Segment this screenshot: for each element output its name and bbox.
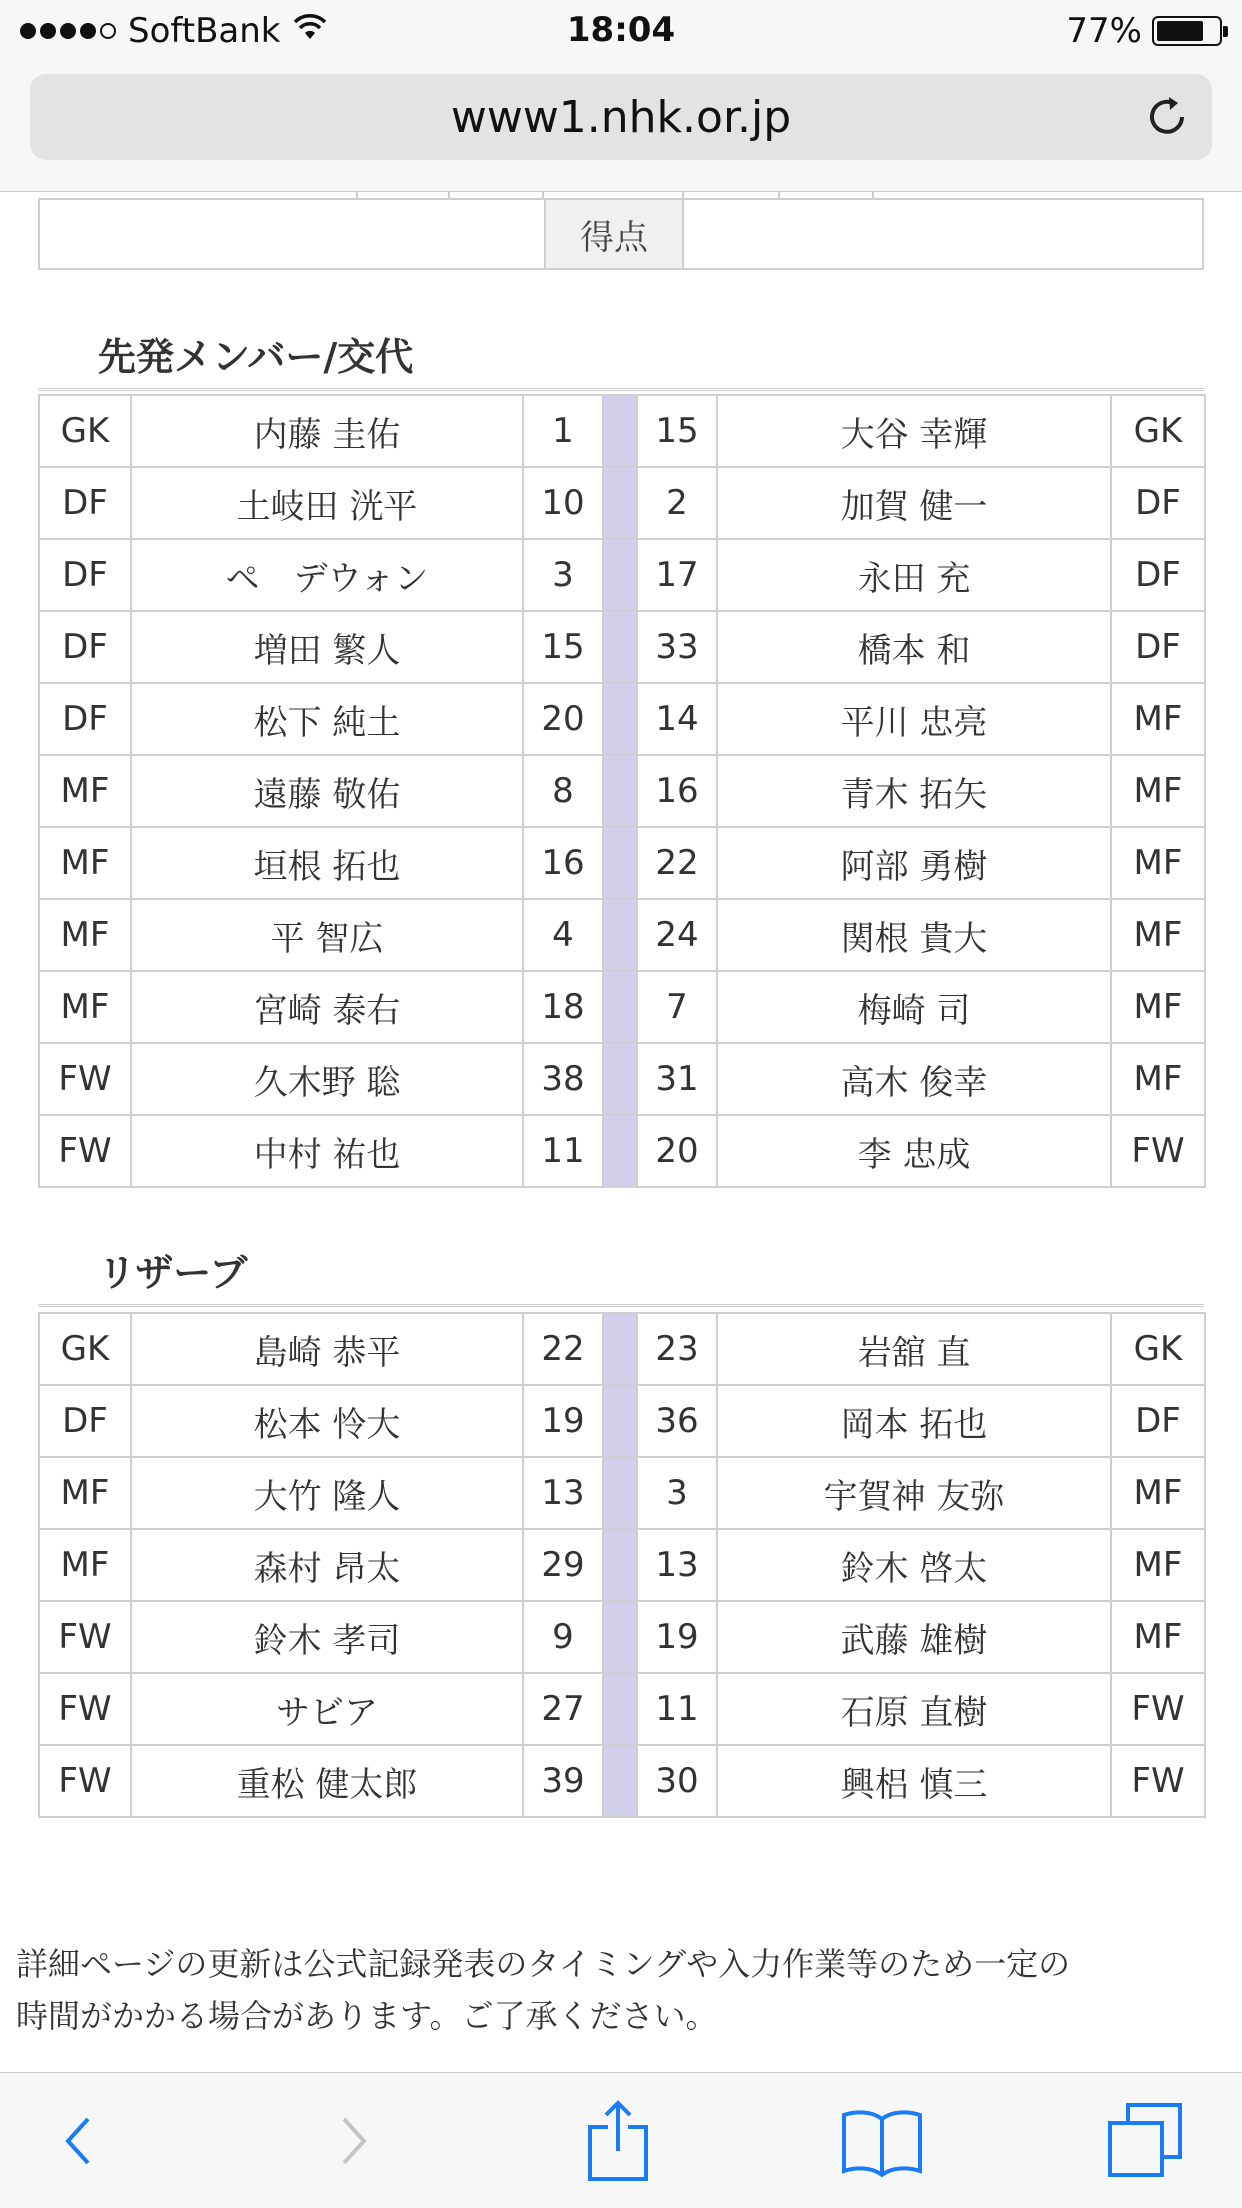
- shirt-number-left: 15: [523, 611, 603, 683]
- table-row: [39, 1529, 1205, 1601]
- team-divider: [603, 1673, 637, 1745]
- shirt-number-left: 9: [523, 1601, 603, 1673]
- table-row: [39, 1673, 1205, 1745]
- team-divider: [603, 1601, 637, 1673]
- shirt-number-right: 11: [637, 1673, 717, 1745]
- player-name-right: 李 忠成: [717, 1115, 1111, 1187]
- player-name-left: 宮崎 泰右: [131, 971, 523, 1043]
- team-divider: [603, 467, 637, 539]
- status-bar: [0, 0, 1242, 62]
- battery-percent: 77%: [1066, 11, 1142, 51]
- team-divider: [603, 1385, 637, 1457]
- player-name-right: 石原 直樹: [717, 1673, 1111, 1745]
- player-name-left: サビア: [131, 1673, 523, 1745]
- player-name-right: 橋本 和: [717, 611, 1111, 683]
- player-name-right: 高木 俊幸: [717, 1043, 1111, 1115]
- player-name-left: 森村 昂太: [131, 1529, 523, 1601]
- reserves-title: リザーブ: [98, 1251, 248, 1295]
- position-right: GK: [1111, 1313, 1205, 1385]
- player-name-left: 大竹 隆人: [131, 1457, 523, 1529]
- shirt-number-left: 38: [523, 1043, 603, 1115]
- team-divider: [603, 395, 637, 467]
- shirt-number-right: 3: [637, 1457, 717, 1529]
- player-name-right: 関根 貴大: [717, 899, 1111, 971]
- status-right: [1066, 10, 1222, 52]
- position-left: MF: [39, 899, 131, 971]
- player-name-right: 永田 充: [717, 539, 1111, 611]
- shirt-number-right: 31: [637, 1043, 717, 1115]
- shirt-number-right: 14: [637, 683, 717, 755]
- forward-icon[interactable]: [294, 2073, 414, 2208]
- position-left: FW: [39, 1115, 131, 1187]
- table-row: [39, 971, 1205, 1043]
- starters-title: 先発メンバー/交代: [98, 335, 414, 379]
- position-left: DF: [39, 1385, 131, 1457]
- table-row: [39, 899, 1205, 971]
- battery-icon: [1152, 16, 1222, 46]
- shirt-number-left: 8: [523, 755, 603, 827]
- position-left: FW: [39, 1673, 131, 1745]
- shirt-number-left: 27: [523, 1673, 603, 1745]
- player-name-right: 平川 忠亮: [717, 683, 1111, 755]
- shirt-number-left: 4: [523, 899, 603, 971]
- position-left: GK: [39, 395, 131, 467]
- position-right: DF: [1111, 1385, 1205, 1457]
- shirt-number-left: 39: [523, 1745, 603, 1817]
- battery-cap: [1223, 26, 1228, 37]
- shirt-number-left: 1: [523, 395, 603, 467]
- shirt-number-right: 23: [637, 1313, 717, 1385]
- note-line: 時間がかかる場合があります。ご了承ください。: [16, 1997, 718, 2035]
- shirt-number-right: 30: [637, 1745, 717, 1817]
- shirt-number-right: 22: [637, 827, 717, 899]
- position-right: DF: [1111, 611, 1205, 683]
- position-right: MF: [1111, 971, 1205, 1043]
- shirt-number-right: 15: [637, 395, 717, 467]
- back-icon[interactable]: [18, 2073, 138, 2208]
- position-right: MF: [1111, 827, 1205, 899]
- position-left: FW: [39, 1745, 131, 1817]
- table-row: [39, 827, 1205, 899]
- table-row: [39, 1313, 1205, 1385]
- shirt-number-right: 36: [637, 1385, 717, 1457]
- table-row: [39, 755, 1205, 827]
- table-row: [39, 395, 1205, 467]
- carrier-name: SoftBank: [128, 11, 281, 51]
- team-divider: [603, 899, 637, 971]
- table-row: [39, 1457, 1205, 1529]
- shirt-number-left: 3: [523, 539, 603, 611]
- position-left: DF: [39, 611, 131, 683]
- note-line: 詳細ページの更新は公式記録発表のタイミングや入力作業等のため一定の: [16, 1945, 1071, 1983]
- player-name-left: 遠藤 敬佑: [131, 755, 523, 827]
- browser-address-area: [0, 62, 1242, 192]
- player-name-left: 土岐田 洸平: [131, 467, 523, 539]
- position-left: MF: [39, 1457, 131, 1529]
- position-left: FW: [39, 1043, 131, 1115]
- position-right: MF: [1111, 1529, 1205, 1601]
- position-right: MF: [1111, 755, 1205, 827]
- update-note: [16, 1938, 1226, 2042]
- team-divider: [603, 755, 637, 827]
- player-name-left: 増田 繁人: [131, 611, 523, 683]
- team-divider: [603, 971, 637, 1043]
- shirt-number-left: 19: [523, 1385, 603, 1457]
- share-icon[interactable]: [558, 2073, 678, 2208]
- player-name-left: ペ デウォン: [131, 539, 523, 611]
- player-name-left: 鈴木 孝司: [131, 1601, 523, 1673]
- player-name-left: 久木野 聡: [131, 1043, 523, 1115]
- team-divider: [603, 1529, 637, 1601]
- team-divider: [603, 827, 637, 899]
- position-right: MF: [1111, 1043, 1205, 1115]
- shirt-number-right: 24: [637, 899, 717, 971]
- table-row: [39, 1385, 1205, 1457]
- shirt-number-right: 13: [637, 1529, 717, 1601]
- position-left: MF: [39, 827, 131, 899]
- player-name-left: 島崎 恭平: [131, 1313, 523, 1385]
- player-name-right: 加賀 健一: [717, 467, 1111, 539]
- shirt-number-right: 20: [637, 1115, 717, 1187]
- player-name-right: 宇賀神 友弥: [717, 1457, 1111, 1529]
- position-right: GK: [1111, 395, 1205, 467]
- shirt-number-left: 20: [523, 683, 603, 755]
- player-name-left: 松下 純土: [131, 683, 523, 755]
- position-right: FW: [1111, 1673, 1205, 1745]
- player-name-right: 岡本 拓也: [717, 1385, 1111, 1457]
- team-divider: [603, 1115, 637, 1187]
- tabs-icon[interactable]: [1086, 2073, 1206, 2208]
- table-row: [39, 1745, 1205, 1817]
- team-divider: [603, 1043, 637, 1115]
- shirt-number-right: 7: [637, 971, 717, 1043]
- position-right: FW: [1111, 1115, 1205, 1187]
- shirt-number-left: 13: [523, 1457, 603, 1529]
- position-left: MF: [39, 1529, 131, 1601]
- shirt-number-right: 17: [637, 539, 717, 611]
- player-name-right: 梅崎 司: [717, 971, 1111, 1043]
- team-divider: [603, 539, 637, 611]
- table-row: [39, 1115, 1205, 1187]
- address-bar[interactable]: [30, 74, 1212, 160]
- player-name-right: 鈴木 啓太: [717, 1529, 1111, 1601]
- position-left: DF: [39, 539, 131, 611]
- bookmarks-icon[interactable]: [822, 2073, 942, 2208]
- position-right: MF: [1111, 1601, 1205, 1673]
- shirt-number-left: 11: [523, 1115, 603, 1187]
- shirt-number-left: 16: [523, 827, 603, 899]
- shirt-number-left: 29: [523, 1529, 603, 1601]
- position-left: MF: [39, 755, 131, 827]
- shirt-number-right: 16: [637, 755, 717, 827]
- position-right: MF: [1111, 1457, 1205, 1529]
- section-rule: [38, 1304, 1204, 1307]
- reserves-table: [38, 1312, 1206, 1818]
- position-left: DF: [39, 467, 131, 539]
- player-name-right: 阿部 勇樹: [717, 827, 1111, 899]
- clock: 18:04: [566, 10, 676, 50]
- table-row: [39, 683, 1205, 755]
- position-left: MF: [39, 971, 131, 1043]
- shirt-number-right: 19: [637, 1601, 717, 1673]
- reload-icon[interactable]: [1142, 92, 1192, 142]
- table-row: [39, 1601, 1205, 1673]
- score-table: [38, 198, 1204, 270]
- shirt-number-right: 33: [637, 611, 717, 683]
- position-left: GK: [39, 1313, 131, 1385]
- team-divider: [603, 611, 637, 683]
- player-name-right: 青木 拓矢: [717, 755, 1111, 827]
- url-text[interactable]: www1.nhk.or.jp: [450, 92, 792, 143]
- player-name-left: 垣根 拓也: [131, 827, 523, 899]
- battery-fill: [1157, 21, 1203, 41]
- position-right: FW: [1111, 1745, 1205, 1817]
- position-left: FW: [39, 1601, 131, 1673]
- score-label: 得点: [544, 200, 684, 268]
- player-name-left: 平 智広: [131, 899, 523, 971]
- team-divider: [603, 1745, 637, 1817]
- team-divider: [603, 683, 637, 755]
- team-divider: [603, 1313, 637, 1385]
- player-name-right: 興梠 慎三: [717, 1745, 1111, 1817]
- table-row: [39, 539, 1205, 611]
- player-name-right: 大谷 幸輝: [717, 395, 1111, 467]
- shirt-number-left: 10: [523, 467, 603, 539]
- shirt-number-left: 22: [523, 1313, 603, 1385]
- position-right: MF: [1111, 683, 1205, 755]
- section-rule: [38, 388, 1204, 391]
- position-right: MF: [1111, 899, 1205, 971]
- starters-table: [38, 394, 1206, 1188]
- player-name-right: 武藤 雄樹: [717, 1601, 1111, 1673]
- player-name-left: 重松 健太郎: [131, 1745, 523, 1817]
- player-name-left: 松本 怜大: [131, 1385, 523, 1457]
- shirt-number-right: 2: [637, 467, 717, 539]
- player-name-left: 中村 祐也: [131, 1115, 523, 1187]
- position-right: DF: [1111, 467, 1205, 539]
- browser-toolbar: [0, 2072, 1242, 2208]
- shirt-number-left: 18: [523, 971, 603, 1043]
- team-divider: [603, 1457, 637, 1529]
- position-left: DF: [39, 683, 131, 755]
- player-name-left: 内藤 圭佑: [131, 395, 523, 467]
- table-row: [39, 1043, 1205, 1115]
- table-row: [39, 611, 1205, 683]
- position-right: DF: [1111, 539, 1205, 611]
- player-name-right: 岩舘 直: [717, 1313, 1111, 1385]
- table-row: [39, 467, 1205, 539]
